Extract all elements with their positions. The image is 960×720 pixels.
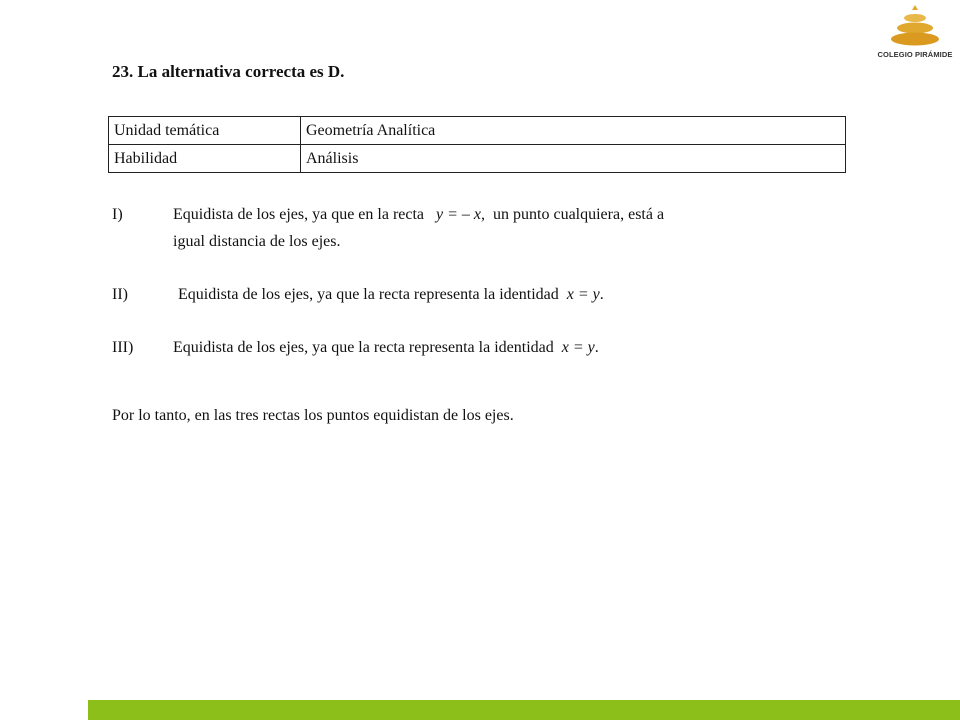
table-cell-value: Geometría Analítica [301,117,846,145]
conclusion-text: Por lo tanto, en las tres rectas los puntos equidistan de los ejes. [112,407,514,424]
item-body [178,281,604,308]
item-text: igual distancia de los ejes. [173,233,341,250]
item-body [173,201,664,255]
item-numeral: I) [112,206,123,223]
item-text: Equidista de los ejes, ya que la recta representa la identidad [173,339,554,356]
equation: y = – x, [436,206,486,223]
table-cell-label: Habilidad [109,145,301,173]
table-row [109,145,846,173]
item-text: Equidista de los ejes, ya que en la recta [173,206,425,223]
item-end: . [599,286,604,303]
item-text: Equidista de los ejes, ya que la recta representa la identidad [178,286,559,303]
pyramid-icon [890,4,940,50]
answer-heading: 23. La alternativa correcta es D. [112,62,345,81]
colegio-piramide-logo [872,4,958,62]
item-numeral: III) [112,339,134,356]
footer-bar [88,700,960,720]
table-cell-value: Análisis [301,145,846,173]
equation: x = y [561,339,595,356]
table-row [109,117,846,145]
info-table [108,116,846,173]
equation: x = y [566,286,600,303]
item-text: un punto cualquiera, está a [493,206,665,223]
logo-text: COLEGIO PIRÁMIDE [877,50,953,59]
table-cell-label: Unidad temática [109,117,301,145]
item-numeral: II) [112,286,128,303]
item-end: . [594,339,599,356]
item-body [173,334,599,361]
